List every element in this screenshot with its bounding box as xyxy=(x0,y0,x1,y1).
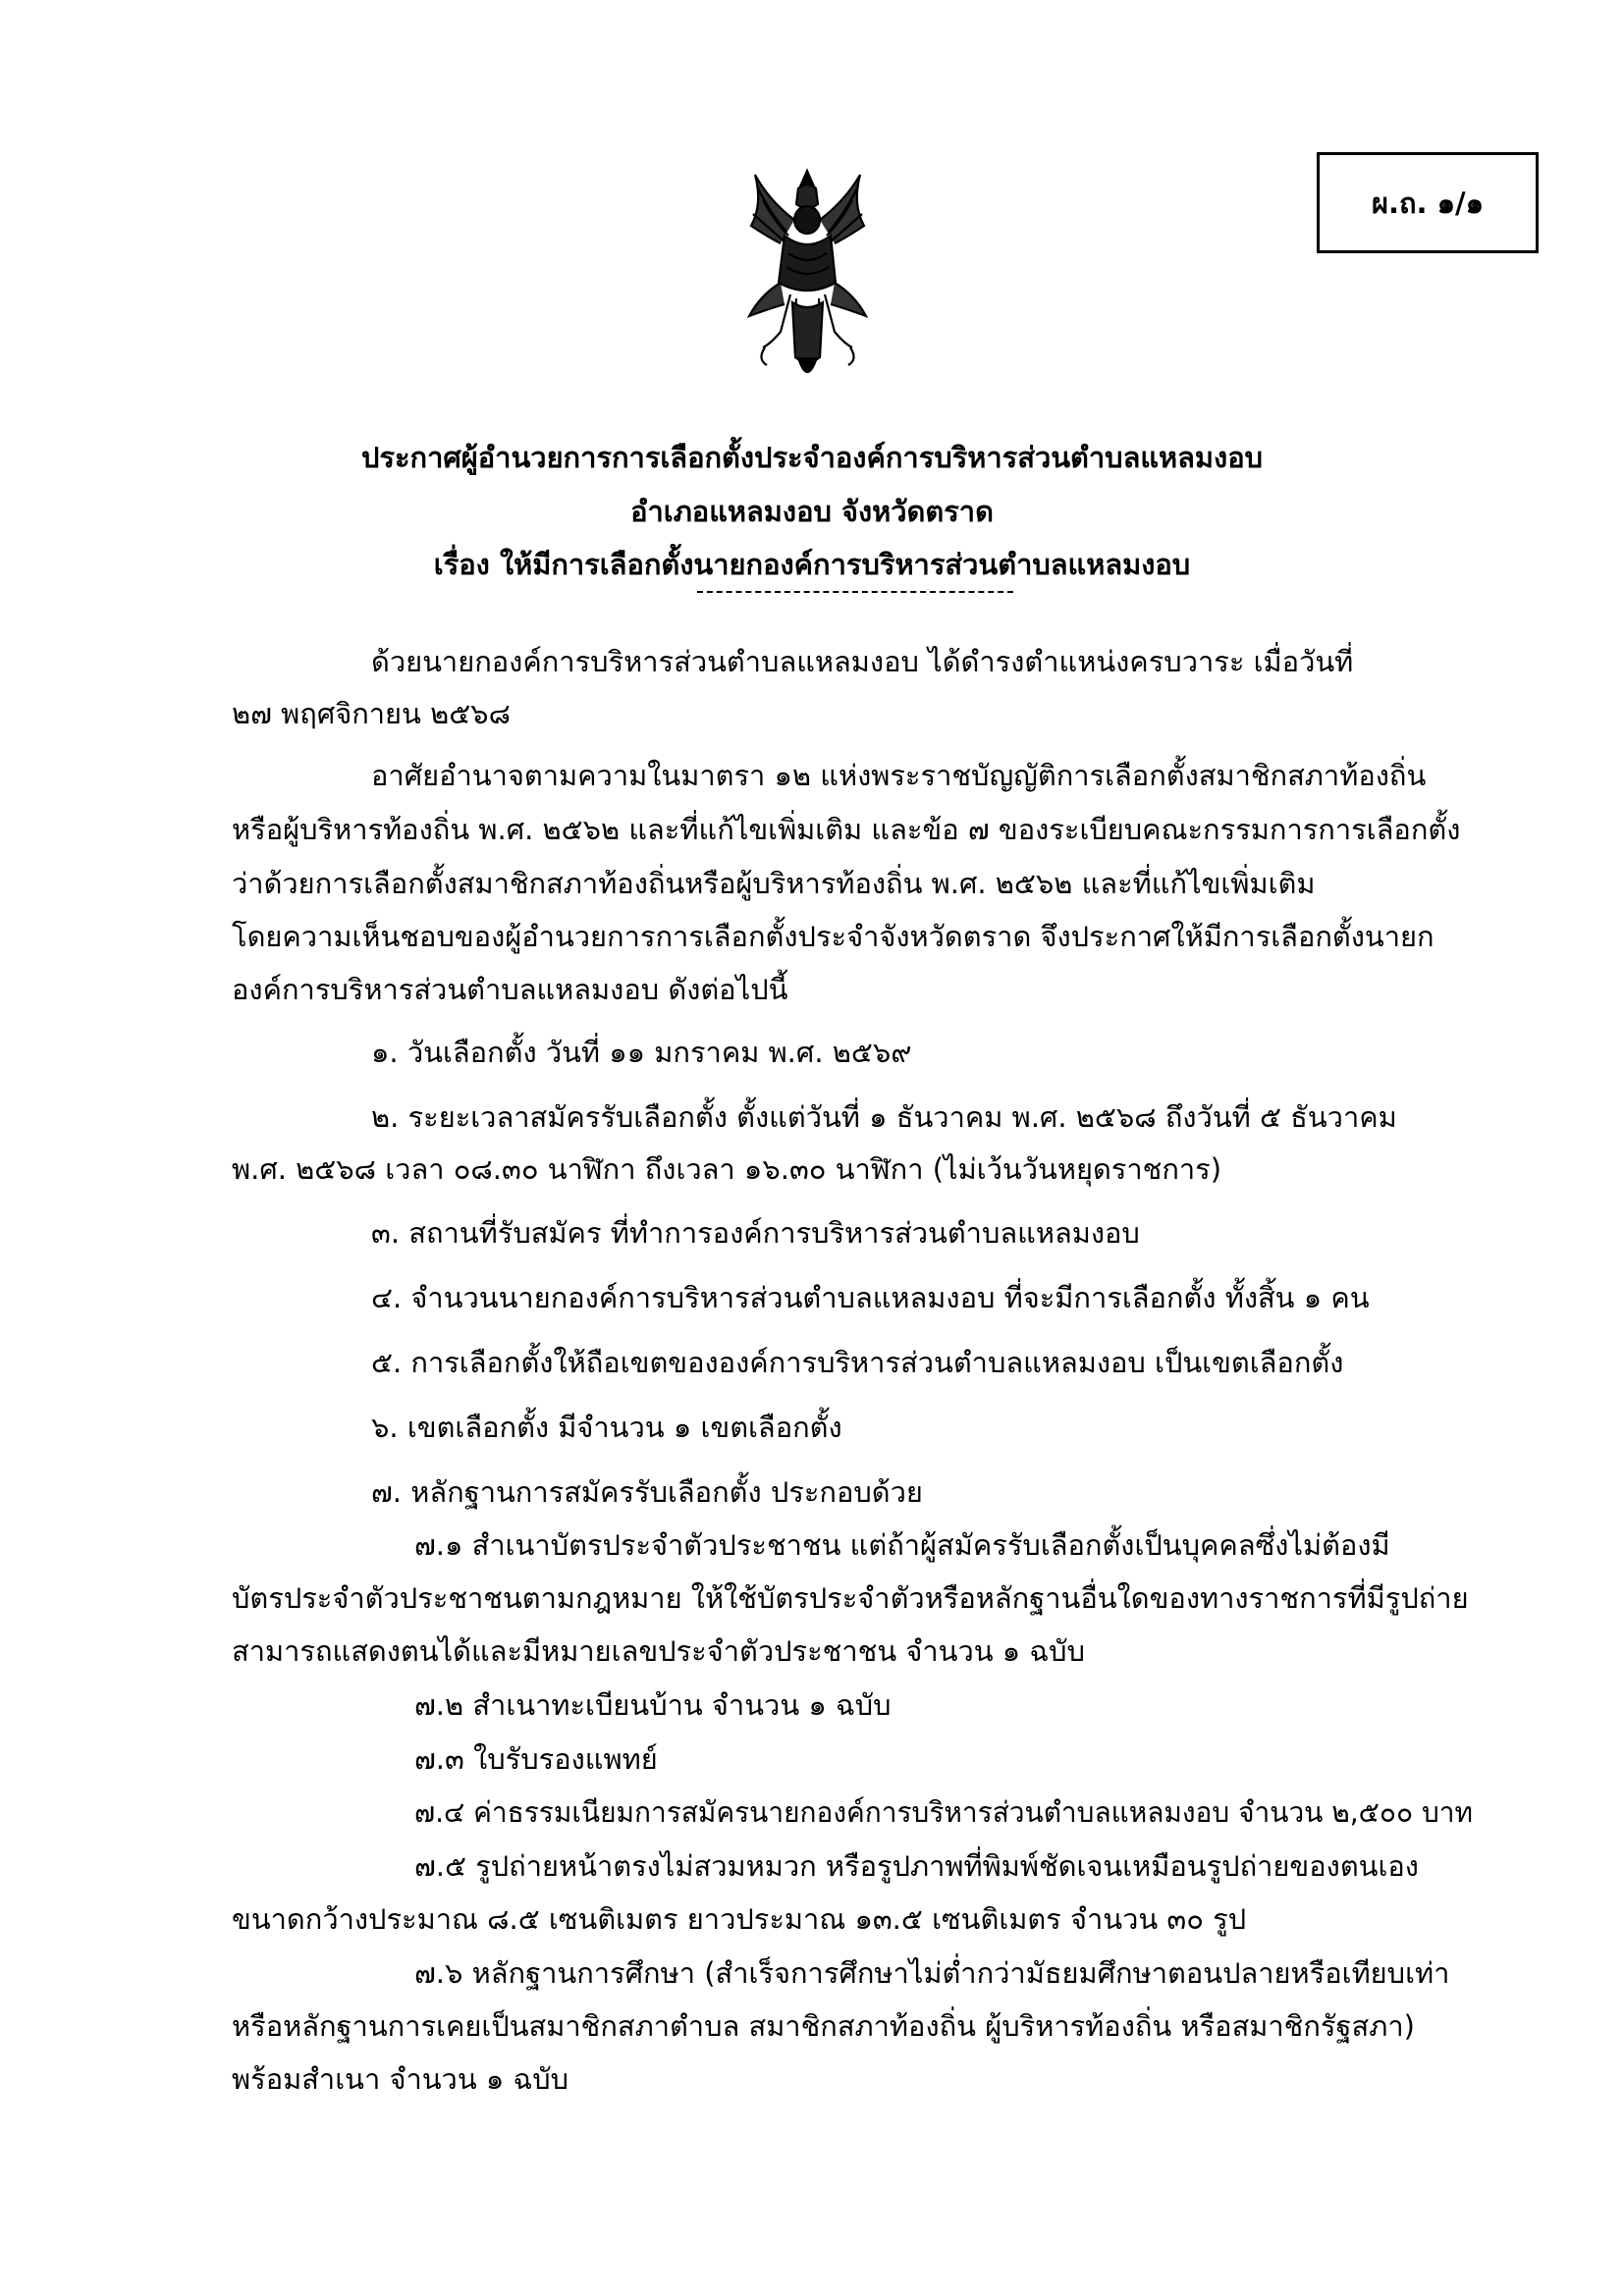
paragraph-2-line-5: องค์การบริหารส่วนตำบลแหลมงอบ ดังต่อไปนี้ xyxy=(232,973,788,1006)
item-7-5-line-2: ขนาดกว้างประมาณ ๘.๕ เซนติเมตร ยาวประมาณ ๑๓.๕ เซนติเมตร จำนวน ๓๐ รูป xyxy=(232,1902,1247,1936)
title-divider xyxy=(697,591,1013,593)
item-7-6-line-2: หรือหลักฐานการเคยเป็นสมาชิกสภาตำบล สมาชิกสภาท้องถิ่น ผู้บริหารท้องถิ่น หรือสมาชิกรัฐสภา) xyxy=(232,2009,1415,2043)
item-2-line-2: พ.ศ. ๒๕๖๘ เวลา ๐๘.๓๐ นาฬิกา ถึงเวลา ๑๖.๓๐ นาฬิกา (ไม่เว้นวันหยุดราชการ) xyxy=(232,1152,1222,1186)
item-3: ๓. สถานที่รับสมัคร ที่ทำการองค์การบริหารส่วนตำบลแหลมงอบ xyxy=(371,1216,1140,1250)
announcement-title: ประกาศผู้อำนวยการการเลือกตั้งประจำองค์การบริหารส่วนตำบลแหลมงอบ xyxy=(360,441,1264,474)
item-7-1-line-1: ๗.๑ สำเนาบัตรประจำตัวประชาชน แต่ถ้าผู้สมัครรับเลือกตั้งเป็นบุคคลซึ่งไม่ต้องมี xyxy=(414,1528,1390,1562)
item-1: ๑. วันเลือกตั้ง วันที่ ๑๑ มกราคม พ.ศ. ๒๕๖๙ xyxy=(371,1036,912,1069)
subject-line: เรื่อง ให้มีการเลือกตั้งนายกองค์การบริหารส่วนตำบลแหลมงอบ xyxy=(433,548,1191,581)
item-4: ๔. จำนวนนายกองค์การบริหารส่วนตำบลแหลมงอบ ที่จะมีการเลือกตั้ง ทั้งสิ้น ๑ คน xyxy=(371,1281,1370,1314)
item-6: ๖. เขตเลือกตั้ง มีจำนวน ๑ เขตเลือกตั้ง xyxy=(371,1411,842,1444)
paragraph-2-line-4: โดยความเห็นชอบของผู้อำนวยการการเลือกตั้งประจำจังหวัดตราด จึงประกาศให้มีการเลือกตั้งนายก xyxy=(232,920,1435,953)
item-7-6-line-1: ๗.๖ หลักฐานการศึกษา (สำเร็จการศึกษาไม่ต่ำกว่ามัธยมศึกษาตอนปลายหรือเทียบเท่า xyxy=(414,1956,1450,1990)
paragraph-2-line-2: หรือผู้บริหารท้องถิ่น พ.ศ. ๒๕๖๒ และที่แก้ไขเพิ่มเติม และข้อ ๗ ของระเบียบคณะกรรมการการเลือกตั้ง xyxy=(232,813,1461,846)
district-province: อำเภอแหลมงอบ จังหวัดตราด xyxy=(630,495,994,528)
item-7-3: ๗.๓ ใบรับรองแพทย์ xyxy=(414,1742,658,1776)
paragraph-1-line-1: ด้วยนายกองค์การบริหารส่วนตำบลแหลมงอบ ได้ดำรงตำแหน่งครบวาระ เมื่อวันที่ xyxy=(371,645,1354,678)
item-7: ๗. หลักฐานการสมัครรับเลือกตั้ง ประกอบด้วย xyxy=(371,1475,923,1509)
item-7-2: ๗.๒ สำเนาทะเบียนบ้าน จำนวน ๑ ฉบับ xyxy=(414,1688,892,1722)
item-7-1-line-2: บัตรประจำตัวประชาชนตามกฎหมาย ให้ใช้บัตรประจำตัวหรือหลักฐานอื่นใดของทางราชการที่มีรูปถ่าย xyxy=(232,1581,1469,1615)
item-7-5-line-1: ๗.๕ รูปถ่ายหน้าตรงไม่สวมหมวก หรือรูปภาพที่พิมพ์ชัดเจนเหมือนรูปถ่ายของตนเอง xyxy=(414,1849,1419,1883)
item-7-1-line-3: สามารถแสดงตนได้และมีหมายเลขประจำตัวประชาชน จำนวน ๑ ฉบับ xyxy=(232,1634,1085,1668)
item-5: ๕. การเลือกตั้งให้ถือเขตขององค์การบริหารส่วนตำบลแหลมงอบ เป็นเขตเลือกตั้ง xyxy=(371,1346,1344,1379)
form-code-box xyxy=(1317,152,1539,253)
paragraph-1-line-2: ๒๗ พฤศจิกายน ๒๕๖๘ xyxy=(232,697,511,730)
item-7-4: ๗.๔ ค่าธรรมเนียมการสมัครนายกองค์การบริหารส่วนตำบลแหลมงอบ จำนวน ๒,๕๐๐ บาท xyxy=(414,1795,1474,1829)
item-2-line-1: ๒. ระยะเวลาสมัครรับเลือกตั้ง ตั้งแต่วันที่ ๑ ธันวาคม พ.ศ. ๒๕๖๘ ถึงวันที่ ๕ ธันวาคม xyxy=(371,1100,1397,1134)
garuda-emblem-icon xyxy=(741,165,874,391)
item-7-6-line-3: พร้อมสำเนา จำนวน ๑ ฉบับ xyxy=(232,2062,569,2096)
paragraph-2-line-3: ว่าด้วยการเลือกตั้งสมาชิกสภาท้องถิ่นหรือผู้บริหารท้องถิ่น พ.ศ. ๒๕๖๒ และที่แก้ไขเพิ่มเติม xyxy=(232,867,1316,900)
paragraph-2-line-1: อาศัยอำนาจตามความในมาตรา ๑๒ แห่งพระราชบัญญัติการเลือกตั้งสมาชิกสภาท้องถิ่น xyxy=(371,759,1427,792)
form-code: ผ.ถ. ๑/๑ xyxy=(1371,186,1485,220)
